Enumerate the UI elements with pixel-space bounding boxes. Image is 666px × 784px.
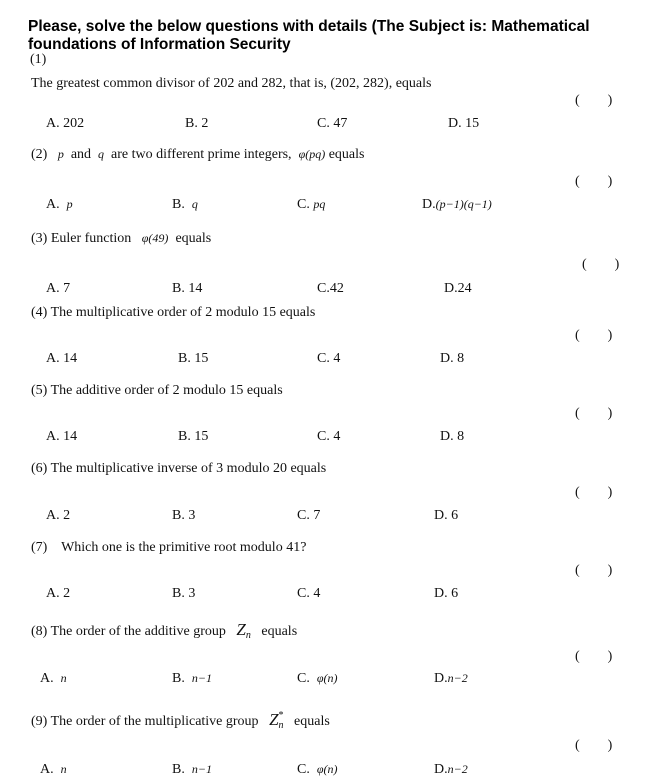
answer-blank-8[interactable]: ( ): [575, 649, 613, 664]
q4-option-b: B. 15: [178, 351, 209, 366]
q7-option-b: B. 3: [172, 586, 196, 601]
q7-option-c: C. 4: [297, 586, 321, 601]
q9-suffix: equals: [294, 714, 330, 729]
q8-option-a-expr: n: [60, 671, 67, 685]
q6-option-b: B. 3: [172, 508, 196, 523]
q3-option-b: B. 14: [172, 281, 203, 296]
q8-option-d-expr: n−2: [447, 671, 468, 685]
q9-option-a: [40, 762, 67, 778]
q6-option-c: C. 7: [297, 508, 321, 523]
q8-option-d: [434, 671, 468, 687]
question-2-text: [31, 147, 364, 163]
q4-option-c: C. 4: [317, 351, 341, 366]
q9-option-d-expr: n−2: [447, 762, 468, 776]
q2-prefix: (2): [31, 147, 48, 162]
q2-option-a-label: A.: [46, 197, 60, 212]
question-5-text: (5) The additive order of 2 modulo 15 equals: [31, 383, 283, 398]
q6-option-a: A. 2: [46, 508, 71, 523]
q2-option-a-expr: p: [66, 197, 73, 211]
q2-option-d-expr: (p−1)(q−1): [435, 197, 492, 211]
q8-option-b-label: B.: [172, 671, 185, 686]
answer-blank-3[interactable]: ( ): [582, 257, 620, 272]
q3-prefix: (3) Euler function: [31, 231, 132, 246]
q8-option-a-label: A.: [40, 671, 54, 686]
q4-option-a: A. 14: [46, 351, 78, 366]
q5-option-c: C. 4: [317, 429, 341, 444]
q2-option-c-label: C.: [297, 197, 310, 212]
q8-option-c-label: C.: [297, 671, 310, 686]
q9-option-c-label: C.: [297, 762, 310, 777]
q3-option-d: D.24: [444, 281, 472, 296]
question-4-text: (4) The multiplicative order of 2 modulo 15 equals: [31, 305, 316, 320]
q4-option-d: D. 8: [440, 351, 465, 366]
q3-option-c: C.42: [317, 281, 344, 296]
q8-option-c: [297, 671, 337, 687]
q8-group-symbol: Z: [236, 620, 246, 639]
question-3-text: [31, 231, 211, 247]
q5-option-d: D. 8: [440, 429, 465, 444]
q3-phi-expr: φ(49): [141, 231, 169, 245]
q8-group-subscript: n: [245, 630, 251, 641]
q9-group-symbol: Z: [269, 710, 279, 729]
answer-blank-6[interactable]: ( ): [575, 485, 613, 500]
answer-blank-1[interactable]: ( ): [575, 93, 613, 108]
q1-option-d: D. 15: [448, 116, 480, 131]
answer-blank-4[interactable]: ( ): [575, 328, 613, 343]
q5-option-b: B. 15: [178, 429, 209, 444]
q7-option-a: A. 2: [46, 586, 71, 601]
question-9-text: [31, 710, 330, 731]
answer-blank-9[interactable]: ( ): [575, 738, 613, 753]
q8-option-d-label: D.: [434, 671, 448, 686]
q2-option-c: [297, 197, 325, 213]
q1-option-b: B. 2: [185, 116, 209, 131]
q2-option-d: [422, 197, 492, 213]
q2-conj: and: [70, 147, 92, 162]
q8-option-b: [172, 671, 212, 687]
q8-option-c-expr: φ(n): [316, 671, 338, 685]
answer-blank-7[interactable]: ( ): [575, 563, 613, 578]
q5-option-a: A. 14: [46, 429, 78, 444]
q9-group-subscript: n: [278, 720, 284, 731]
q2-option-b-expr: q: [191, 197, 198, 211]
q9-option-b-expr: n−1: [191, 762, 212, 776]
q9-option-d: [434, 762, 468, 778]
q8-option-b-expr: n−1: [191, 671, 212, 685]
q2-option-a: [46, 197, 73, 213]
document-title: Please, solve the below questions with details (The Subject is: Mathematical foundations of Information Security: [28, 18, 590, 53]
q9-option-b: [172, 762, 212, 778]
question-1-number: (1): [30, 52, 47, 67]
q2-option-b: [172, 197, 198, 213]
q9-option-a-expr: n: [60, 762, 67, 776]
q8-prefix: (8) The order of the additive group: [31, 624, 226, 639]
answer-blank-5[interactable]: ( ): [575, 406, 613, 421]
answer-blank-2[interactable]: ( ): [575, 174, 613, 189]
question-6-text: (6) The multiplicative inverse of 3 modulo 20 equals: [31, 461, 327, 476]
q2-var-p: p: [57, 147, 64, 161]
q9-option-a-label: A.: [40, 762, 54, 777]
question-8-text: [31, 620, 297, 641]
question-7-text: (7) Which one is the primitive root modulo 41?: [31, 540, 307, 555]
q9-option-c: [297, 762, 337, 778]
q8-suffix: equals: [261, 624, 298, 639]
q2-mid: are two different prime integers,: [111, 147, 292, 162]
q2-suffix: equals: [328, 147, 365, 162]
q2-option-b-label: B.: [172, 197, 185, 212]
q1-option-a: A. 202: [46, 116, 85, 131]
q1-option-c: C. 47: [317, 116, 348, 131]
q2-phi-expr: φ(pq): [298, 147, 326, 161]
q3-option-a: A. 7: [46, 281, 71, 296]
question-1-text: The greatest common divisor of 202 and 282, that is, (202, 282), equals: [31, 76, 432, 91]
q9-option-b-label: B.: [172, 762, 185, 777]
q3-suffix: equals: [175, 231, 212, 246]
q2-option-c-expr: pq: [313, 197, 326, 211]
q7-option-d: D. 6: [434, 586, 459, 601]
q9-prefix: (9) The order of the multiplicative group: [31, 714, 259, 729]
q9-group-superscript: *: [278, 710, 284, 721]
q2-var-q: q: [98, 147, 105, 161]
q9-option-c-expr: φ(n): [316, 762, 338, 776]
q9-option-d-label: D.: [434, 762, 448, 777]
q2-option-d-label: D.: [422, 197, 436, 212]
q8-option-a: [40, 671, 67, 687]
q6-option-d: D. 6: [434, 508, 459, 523]
